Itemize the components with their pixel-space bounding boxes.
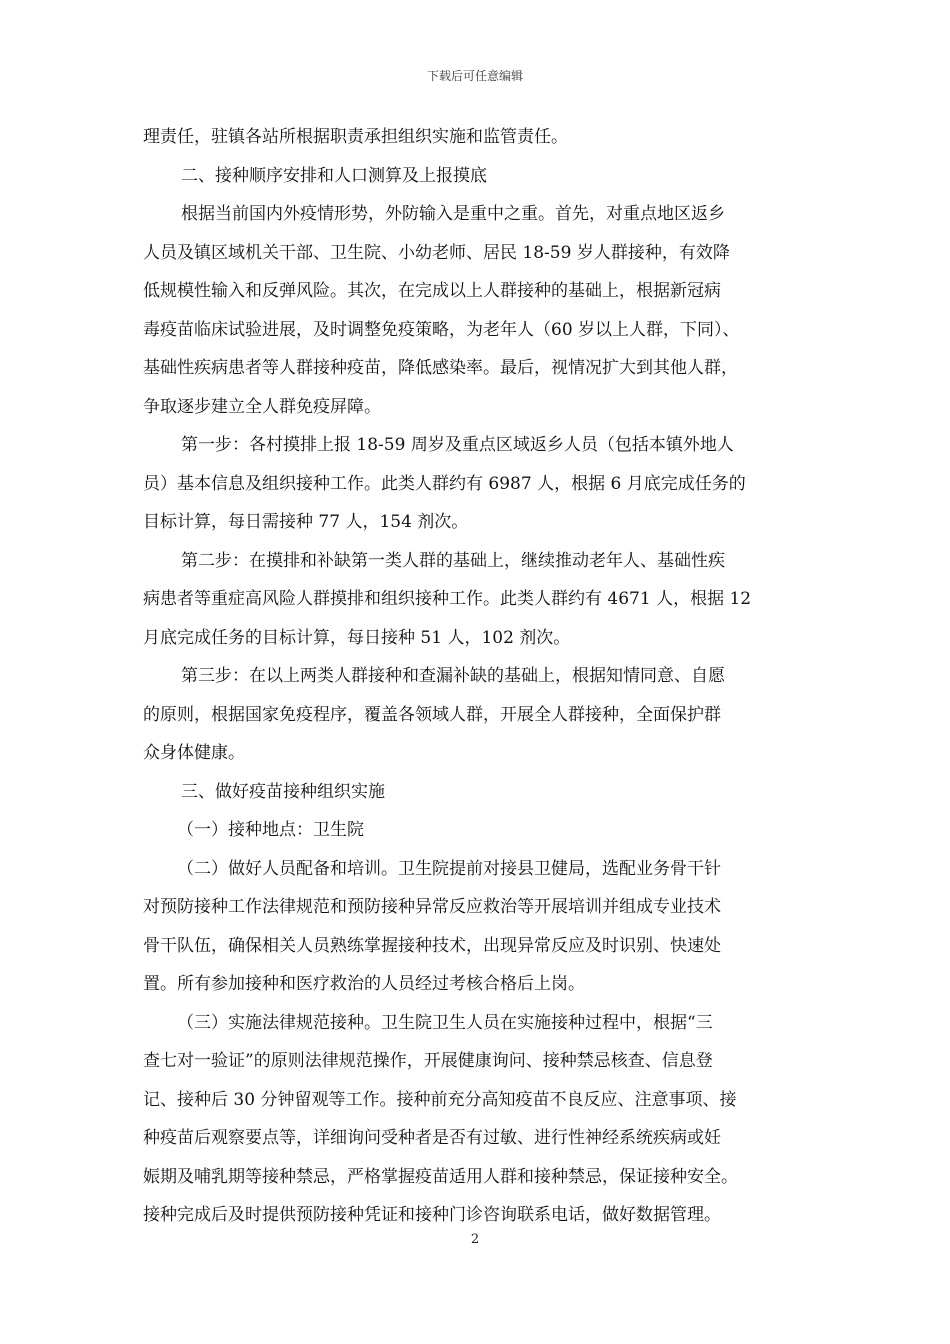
text-line: 娠期及哺乳期等接种禁忌，严格掌握疫苗适用人群和接种禁忌，保证接种安全。 bbox=[143, 1166, 738, 1187]
text-line: 第二步：在摸排和补缺第一类人群的基础上，继续推动老年人、基础性疾 bbox=[181, 550, 725, 571]
text-line: 接种完成后及时提供预防接种凭证和接种门诊咨询联系电话，做好数据管理。 bbox=[143, 1205, 721, 1225]
text-line: 根据当前国内外疫情形势，外防输入是重中之重。首先，对重点地区返乡 bbox=[181, 204, 725, 224]
text-line: （二）做好人员配备和培训。卫生院提前对接县卫健局，选配业务骨干针 bbox=[177, 858, 721, 879]
text-line: 记、接种后 30 分钟留观等工作。接种前充分高知疫苗不良反应、注意事项、接 bbox=[143, 1089, 737, 1110]
text-line: 目标计算，每日需接种 77 人，154 剂次。 bbox=[143, 512, 469, 532]
page-number: 2 bbox=[470, 1232, 480, 1247]
text-line: 病患者等重症高风险人群摸排和组织接种工作。此类人群约有 4671 人，根据 12 bbox=[143, 589, 752, 609]
subsection-heading: （一）接种地点：卫生院 bbox=[177, 820, 364, 840]
text-line: 查七对一验证”的原则法律规范操作，开展健康询问、接种禁忌核查、信息登 bbox=[143, 1051, 713, 1071]
text-line: 对预防接种工作法律规范和预防接种异常反应救治等开展培训并组成专业技术 bbox=[143, 897, 721, 917]
document-body bbox=[143, 118, 817, 1235]
text-line: 月底完成任务的目标计算，每日接种 51 人，102 剂次。 bbox=[143, 627, 571, 648]
page-header: 下载后可任意编辑 bbox=[426, 69, 523, 83]
text-line: 基础性疾病患者等人群接种疫苗，降低感染率。最后，视情况扩大到其他人群， bbox=[143, 358, 738, 378]
text-line: 人员及镇区域机关干部、卫生院、小幼老师、居民 18-59 岁人群接种，有效降 bbox=[143, 242, 730, 263]
text-line: 骨干队伍，确保相关人员熟练掌握接种技术，出现异常反应及时识别、快速处 bbox=[143, 935, 721, 956]
text-line: 低规模性输入和反弹风险。其次，在完成以上人群接种的基础上，根据新冠病 bbox=[143, 281, 721, 301]
text-line: 种疫苗后观察要点等，详细询问受种者是否有过敏、进行性神经系统疾病或妊 bbox=[143, 1128, 721, 1148]
text-line: 员）基本信息及组织接种工作。此类人群约有 6987 人，根据 6 月底完成任务的 bbox=[143, 473, 746, 494]
text-line: 争取逐步建立全人群免疫屏障。 bbox=[143, 396, 381, 417]
text-line: （三）实施法律规范接种。卫生院卫生人员在实施接种过程中，根据“三 bbox=[177, 1012, 713, 1033]
section-heading: 三、做好疫苗接种组织实施 bbox=[181, 781, 385, 802]
text-line: 置。所有参加接种和医疗救治的人员经过考核合格后上岗。 bbox=[143, 974, 585, 994]
text-line: 理责任，驻镇各站所根据职责承担组织实施和监管责任。 bbox=[143, 127, 568, 147]
section-heading: 二、接种顺序安排和人口测算及上报摸底 bbox=[181, 165, 487, 186]
text-line: 众身体健康。 bbox=[143, 743, 245, 763]
text-line: 的原则，根据国家免疫程序，覆盖各领域人群，开展全人群接种，全面保护群 bbox=[143, 704, 721, 725]
text-line: 毒疫苗临床试验进展，及时调整免疫策略，为老年人（60 岁以上人群，下同）、 bbox=[143, 319, 740, 340]
text-line: 第一步：各村摸排上报 18-59 周岁及重点区域返乡人员（包括本镇外地人 bbox=[181, 435, 734, 455]
text-line: 第三步：在以上两类人群接种和查漏补缺的基础上，根据知情同意、自愿 bbox=[181, 666, 725, 686]
